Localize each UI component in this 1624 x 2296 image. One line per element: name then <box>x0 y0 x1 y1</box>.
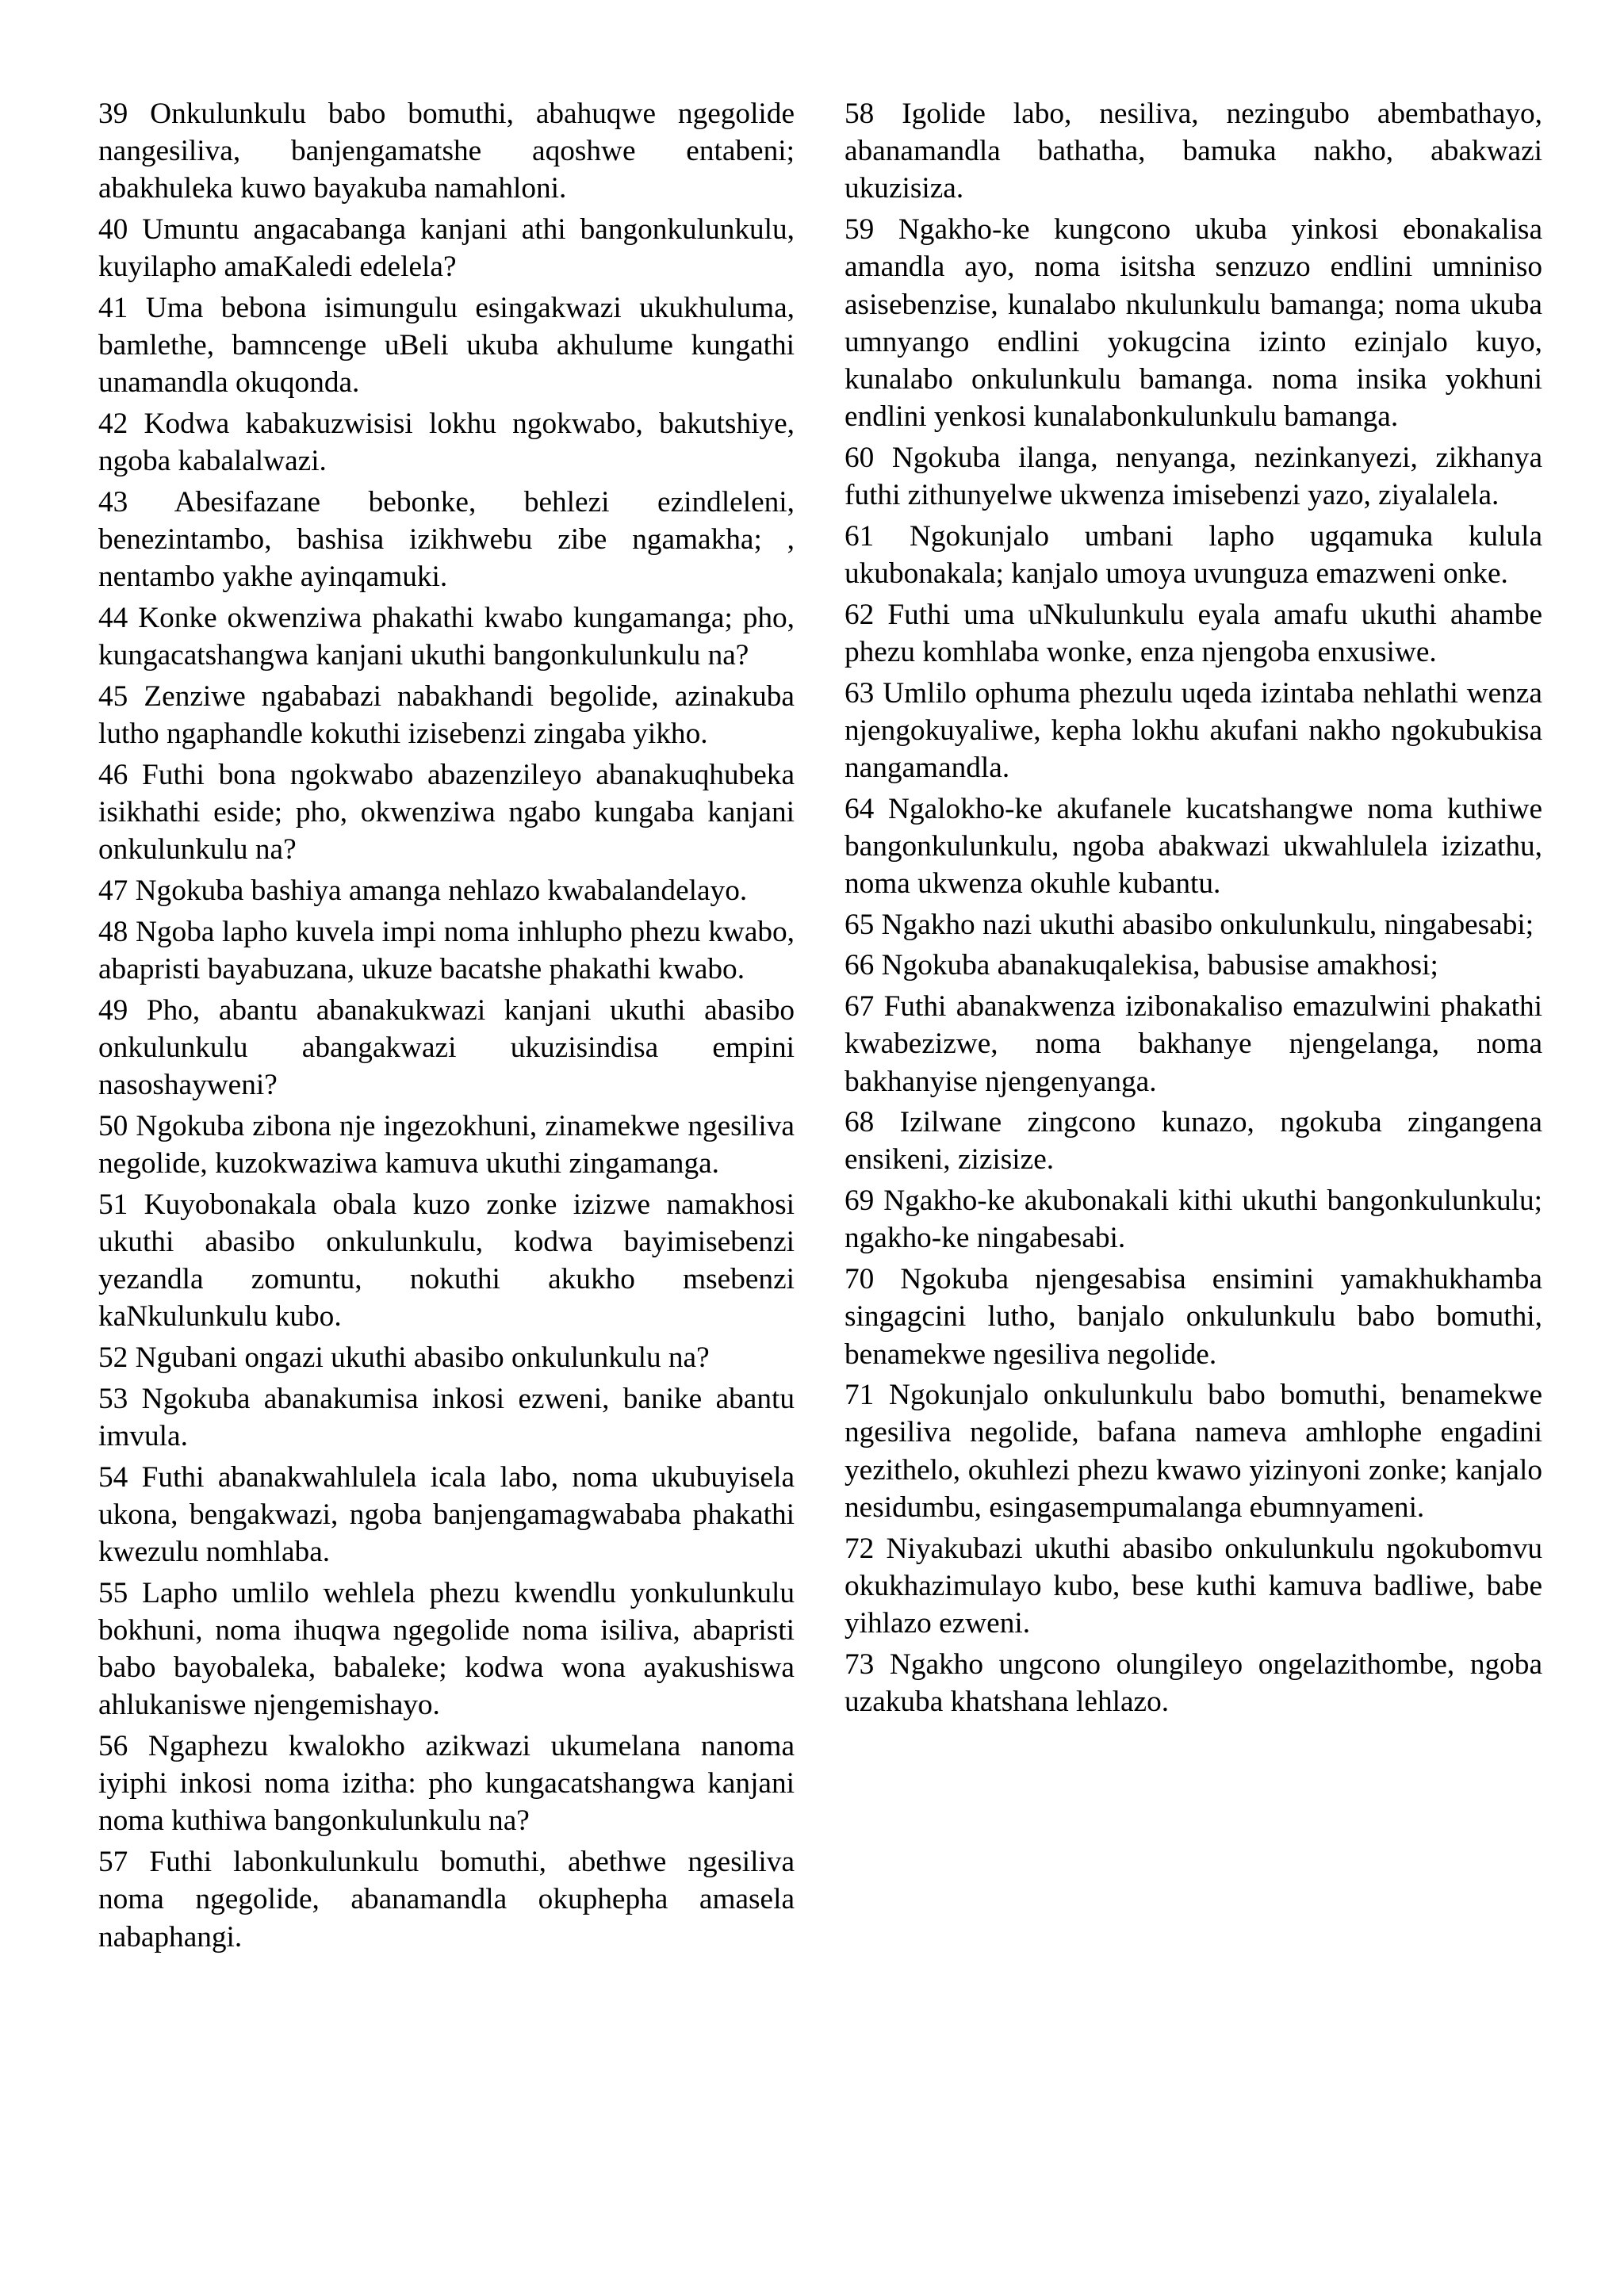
verse-68: 68 Izilwane zingcono kunazo, ngokuba zingangena ensikeni, zizisize. <box>845 1106 1542 1177</box>
verse-43: 43 Abesifazane bebonke, behlezi ezindleleni, benezintambo, bashisa izikhwebu zibe ngamakha; , nentambo yakhe ayinqamuki. <box>98 486 795 594</box>
verse-69: 69 Ngakho-ke akubonakali kithi ukuthi bangonkulunkulu; ngakho-ke ningabesabi. <box>845 1184 1542 1255</box>
verse-70: 70 Ngokuba njengesabisa ensimini yamakhukhamba singagcini lutho, banjalo onkulunkulu babo bomuthi, benamekwe ngesiliva negolide. <box>845 1263 1542 1371</box>
verse-40: 40 Umuntu angacabanga kanjani athi bangonkulunkulu, kuyilapho amaKaledi edelela? <box>98 213 795 284</box>
verse-41: 41 Uma bebona isimungulu esingakwazi ukukhuluma, bamlethe, bamncenge uBeli ukuba akhulume kungathi unamandla okuqonda. <box>98 292 795 400</box>
verse-46: 46 Futhi bona ngokwabo abazenzileyo abanakuqhubeka isikhathi eside; pho, okwenziwa ngabo kungaba kanjani onkulunkulu na? <box>98 758 795 867</box>
verse-59: 59 Ngakho-ke kungcono ukuba yinkosi ebonakalisa amandla ayo, noma isitsha senzuzo endlini umniniso asisebenzise, kunalabo nkulunkulu bamanga; noma ukuba umnyango endlini yokugcina izinto ezinjalo kuyo, kunalabo onkulunkulu bamanga. noma insika yokhuni endlini yenkosi kunalabonkulunkulu bamanga. <box>845 213 1542 434</box>
verse-64: 64 Ngalokho-ke akufanele kucatshangwe noma kuthiwe bangonkulunkulu, ngoba abakwazi ukwahlulela izizathu, noma ukwenza okuhle kubantu. <box>845 792 1542 901</box>
verse-49: 49 Pho, abantu abanakukwazi kanjani ukuthi abasibo onkulunkulu abangakwazi ukuzisindisa empini nasoshayweni? <box>98 993 795 1102</box>
verse-71: 71 Ngokunjalo onkulunkulu babo bomuthi, benamekwe ngesiliva negolide, bafana nameva amhlophe engadini yezithelo, okuhlezi phezu kwawo yizinyoni zonke; kanjalo nesidumbu, esingasempumalanga ebumnyameni. <box>845 1379 1542 1524</box>
verse-63: 63 Umlilo ophuma phezulu uqeda izintaba nehlathi wenza njengokuyaliwe, kepha lokhu akufani nakho ngokubukisa nangamandla. <box>845 676 1542 784</box>
verse-51: 51 Kuyobonakala obala kuzo zonke izizwe namakhosi ukuthi abasibo onkulunkulu, kodwa bayimisebenzi yezandla zomuntu, nokuthi akukho msebenzi kaNkulunkulu kubo. <box>98 1188 795 1334</box>
verse-52: 52 Ngubani ongazi ukuthi abasibo onkulunkulu na? <box>98 1341 710 1374</box>
left-text-column <box>98 95 795 1959</box>
verse-50: 50 Ngokuba zibona nje ingezokhuni, zinamekwe ngesiliva negolide, kuzokwaziwa kamuva ukuthi zingamanga. <box>98 1109 795 1180</box>
verse-57: 57 Futhi labonkulunkulu bomuthi, abethwe ngesiliva noma ngegolide, abanamandla okuphepha amasela nabaphangi. <box>98 1846 795 1954</box>
verse-44: 44 Konke okwenziwa phakathi kwabo kungamanga; pho, kungacatshangwa kanjani ukuthi bangonkulunkulu na? <box>98 602 795 672</box>
verse-53: 53 Ngokuba abanakumisa inkosi ezweni, banike abantu imvula. <box>98 1382 795 1452</box>
verse-73: 73 Ngakho ungcono olungileyo ongelazithombe, ngoba uzakuba khatshana lehlazo. <box>845 1647 1542 1718</box>
verse-67: 67 Futhi abanakwenza izibonakaliso emazulwini phakathi kwabezizwe, noma bakhanye njengelanga, noma bakhanyise njengenyanga. <box>845 990 1542 1098</box>
verse-45: 45 Zenziwe ngababazi nabakhandi begolide, azinakuba lutho ngaphandle kokuthi izisebenzi zingaba yikho. <box>98 680 795 751</box>
verse-58: 58 Igolide labo, nesiliva, nezingubo abembathayo, abanamandla bathatha, bamuka nakho, abakwazi ukuzisiza. <box>845 98 1542 205</box>
right-text-column <box>845 95 1542 1724</box>
verse-66: 66 Ngokuba abanakuqalekisa, babusise amakhosi; <box>845 949 1438 982</box>
verse-60: 60 Ngokuba ilanga, nenyanga, nezinkanyezi, zikhanya futhi zithunyelwe ukwenza imisebenzi yazo, ziyalalela. <box>845 441 1542 512</box>
verse-48: 48 Ngoba lapho kuvela impi noma inhlupho phezu kwabo, abapristi bayabuzana, ukuze bacatshe phakathi kwabo. <box>98 915 795 985</box>
verse-62: 62 Futhi uma uNkulunkulu eyala amafu ukuthi ahambe phezu komhlaba wonke, enza njengoba enxusiwe. <box>845 598 1542 668</box>
verse-39: 39 Onkulunkulu babo bomuthi, abahuqwe ngegolide nangesiliva, banjengamatshe aqoshwe entabeni; abakhuleka kuwo bayakuba namahloni. <box>98 98 795 205</box>
verse-42: 42 Kodwa kabakuzwisisi lokhu ngokwabo, bakutshiye, ngoba kabalalwazi. <box>98 408 795 478</box>
verse-65: 65 Ngakho nazi ukuthi abasibo onkulunkulu, ningabesabi; <box>845 908 1534 941</box>
verse-47: 47 Ngokuba bashiya amanga nehlazo kwabalandelayo. <box>98 874 748 908</box>
verse-61: 61 Ngokunjalo umbani lapho ugqamuka kulula ukubonakala; kanjalo umoya uvunguza emazweni onke. <box>845 519 1542 590</box>
verse-55: 55 Lapho umlilo wehlela phezu kwendlu yonkulunkulu bokhuni, noma ihuqwa ngegolide noma isiliva, abapristi babo bayobaleka, babaleke; kodwa wona ayakushiswa ahlukaniswe njengemishayo. <box>98 1576 795 1722</box>
verse-56: 56 Ngaphezu kwalokho azikwazi ukumelana nanoma iyiphi inkosi noma izitha: pho kungacatshangwa kanjani noma kuthiwa bangonkulunkulu na? <box>98 1730 795 1838</box>
verse-72: 72 Niyakubazi ukuthi abasibo onkulunkulu ngokubomvu okukhazimulayo kubo, bese kuthi kamuva badliwe, babe yihlazo ezweni. <box>845 1532 1542 1640</box>
verse-54: 54 Futhi abanakwahlulela icala labo, noma ukubuyisela ukona, bengakwazi, ngoba banjengamagwababa phakathi kwezulu nomhlaba. <box>98 1460 795 1569</box>
